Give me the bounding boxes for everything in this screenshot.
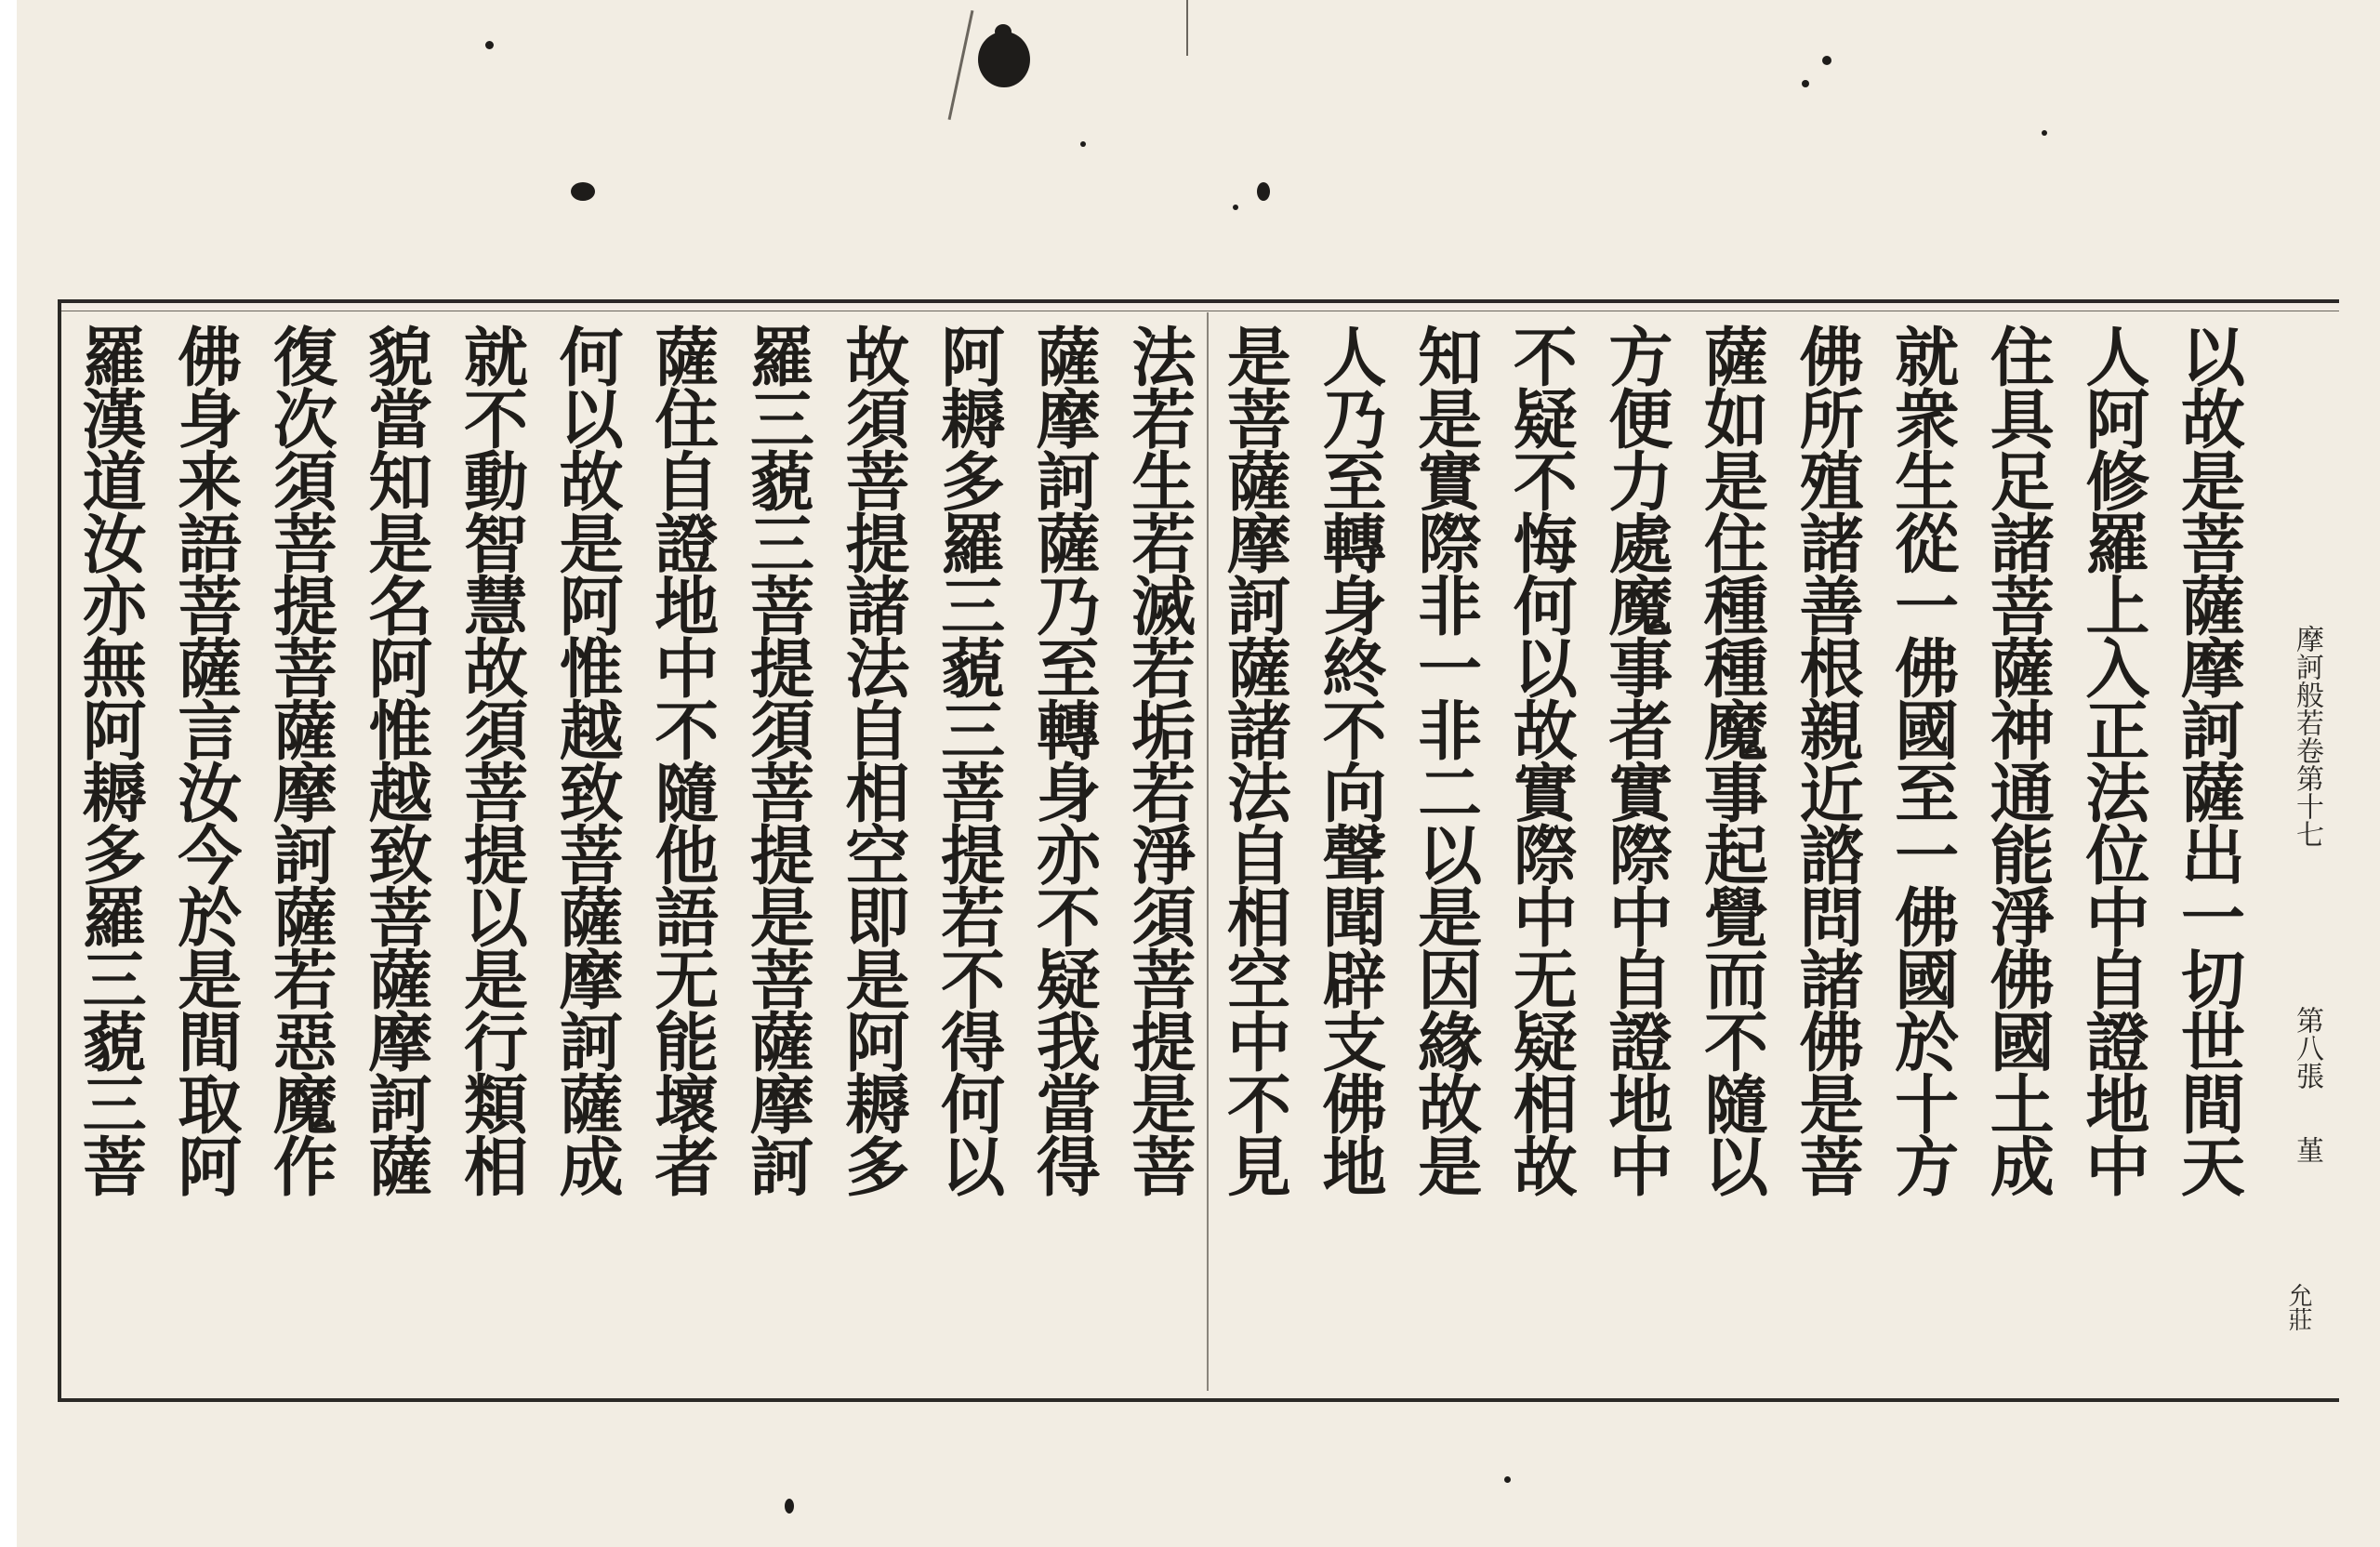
- text-column: 薩如是住種種魔事起覺而不隨以: [1692, 324, 1768, 1196]
- ink-blot: [1822, 56, 1831, 65]
- ink-blot: [571, 182, 595, 201]
- ink-blot: [978, 32, 1030, 87]
- text-column: 羅三藐三菩提須菩提是菩薩摩訶: [738, 324, 814, 1196]
- text-column: 阿耨多羅三藐三菩提若不得何以: [930, 324, 1006, 1196]
- text-column: 故須菩提諸法自相空即是阿耨多: [834, 324, 910, 1196]
- text-column: 薩摩訶薩乃至轉身亦不疑我當得: [1025, 324, 1101, 1196]
- text-column: 薩住自證地中不隨他語无能壞者: [643, 324, 720, 1196]
- text-column: 不疑不悔何以故實際中无疑相故: [1501, 324, 1578, 1196]
- text-column: 復次須菩提菩薩摩訶薩若惡魔作: [261, 324, 337, 1196]
- text-column: 何以故是阿惟越致菩薩摩訶薩成: [548, 324, 624, 1196]
- paper-crease: [1186, 0, 1188, 56]
- text-column: 法若生若滅若垢若淨須菩提是菩: [1120, 324, 1197, 1196]
- text-column: 人阿修羅上入正法位中自證地中: [2074, 324, 2150, 1196]
- paper-crease: [948, 10, 974, 120]
- ink-blot: [995, 24, 1012, 39]
- ink-blot: [1257, 182, 1270, 201]
- text-column: 知是實際非一非二以是因緣故是: [1407, 324, 1483, 1196]
- ink-blot: [1504, 1476, 1511, 1483]
- text-column: 以故是菩薩摩訶薩出一切世間天: [2170, 324, 2245, 1196]
- text-column: 貌當知是名阿惟越致菩薩摩訶薩: [357, 324, 433, 1196]
- margin-carver-name: 允莊: [2284, 1283, 2312, 1331]
- text-column: 人乃至轉身終不向聲聞辟支佛地: [1311, 324, 1387, 1196]
- ink-blot: [2042, 130, 2047, 136]
- text-column: 佛所殖諸善根親近諮問諸佛是菩: [1788, 324, 1864, 1196]
- text-column: 方便力處魔事者實際中自證地中: [1597, 324, 1673, 1196]
- ink-blot: [1080, 141, 1086, 147]
- margin-sheet-number: 第八張: [2291, 1006, 2323, 1090]
- margin-volume-title: 摩訶般若卷第十七: [2291, 625, 2323, 848]
- ink-blot: [485, 41, 494, 49]
- text-column: 羅漢道汝亦無阿耨多羅三藐三菩: [71, 324, 147, 1196]
- text-column: 就不動智慧故須菩提以是行類相: [453, 324, 529, 1196]
- text-body: [65, 324, 2259, 1383]
- page-left-edge: [0, 0, 17, 1547]
- text-column: 佛身来語菩薩言汝今於是間取阿: [166, 324, 243, 1196]
- ink-blot: [1802, 80, 1809, 87]
- text-column: 住具足諸菩薩神通能淨佛國土成: [1978, 324, 2055, 1196]
- text-column: 就衆生從一佛國至一佛國於十方: [1884, 324, 1960, 1196]
- margin-mark: 堇: [2291, 1136, 2323, 1164]
- text-column: 是菩薩摩訶薩諸法自相空中不見: [1215, 324, 1291, 1196]
- ink-blot: [785, 1499, 794, 1514]
- ink-blot: [1233, 205, 1238, 210]
